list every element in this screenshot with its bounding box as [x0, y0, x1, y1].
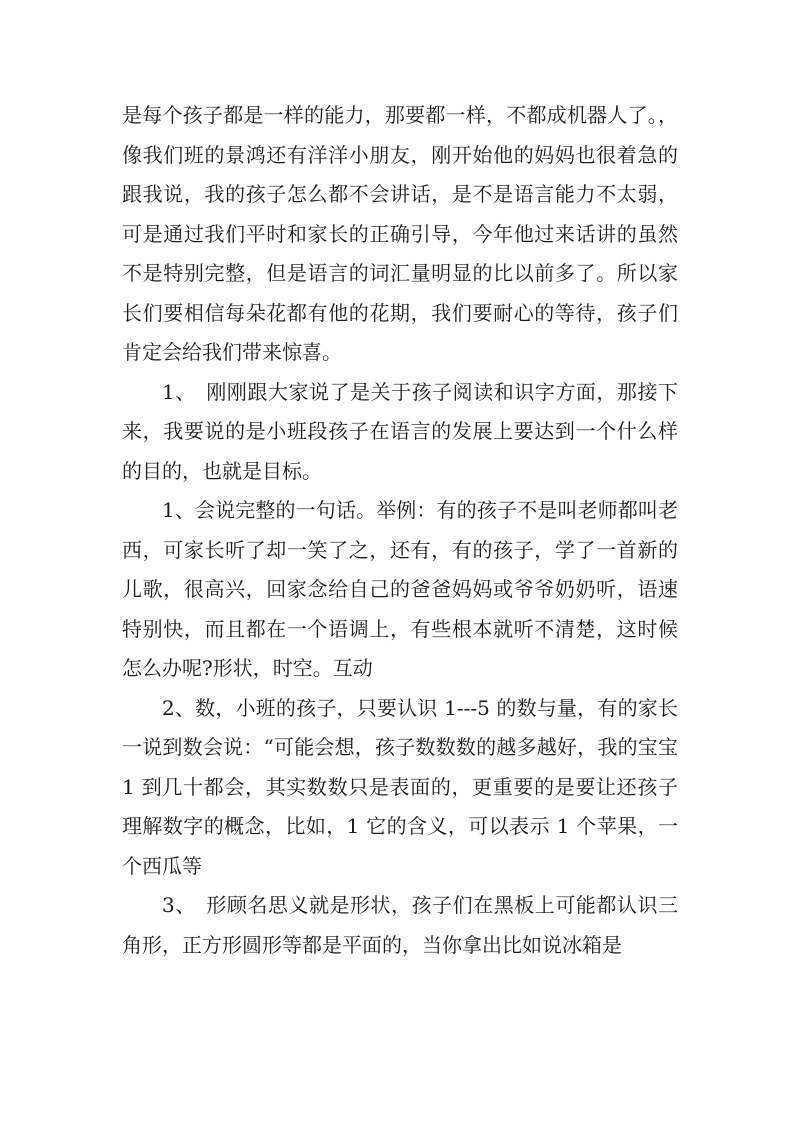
paragraph-2: 1、 刚刚跟大家说了是关于孩子阅读和识字方面，那接下来，我要说的是小班段孩子在语言的发展上要达到一个什么样的目的，也就是目标。 [122, 379, 678, 483]
paragraph-5: 3、 形顾名思义就是形状，孩子们在黑板上可能都认识三角形，正方形圆形等都是平面的，当你拿出比如说冰箱是 [122, 893, 678, 957]
paragraph-3: 1、会说完整的一句话。举例：有的孩子不是叫老师都叫老西，可家长听了却一笑了之，还有，有的孩子，学了一首新的儿歌，很高兴，回家念给自己的爸爸妈妈或爷爷奶奶听，语速特别快，而且都在一个语调上，有些根本就听不清楚，这时候怎么办呢?形状，时空。互动 [122, 498, 678, 680]
paragraph-4: 2、数，小班的孩子，只要认识 1---5 的数与量，有的家长一说到数会说：“可能会想，孩子数数数的越多越好，我的宝宝 1 到几十都会，其实数数只是表面的，更重要的是要让还孩子理解数字的概念，比如，1 它的含义，可以表示 1 个苹果，一个西瓜等 [122, 695, 678, 878]
body-text [122, 96, 678, 965]
paragraph-1: 是每个孩子都是一样的能力，那要都一样，不都成机器人了。，像我们班的景鸿还有洋洋小朋友，刚开始他的妈妈也很着急的跟我说，我的孩子怎么都不会讲话，是不是语言能力不太弱，可是通过我们平时和家长的正确引导，今年他过来话讲的虽然不是特别完整，但是语言的词汇量明显的比以前多了。所以家长们要相信每朵花都有他的花期，我们要耐心的等待，孩子们肯定会给我们带来惊喜。 [122, 103, 678, 364]
